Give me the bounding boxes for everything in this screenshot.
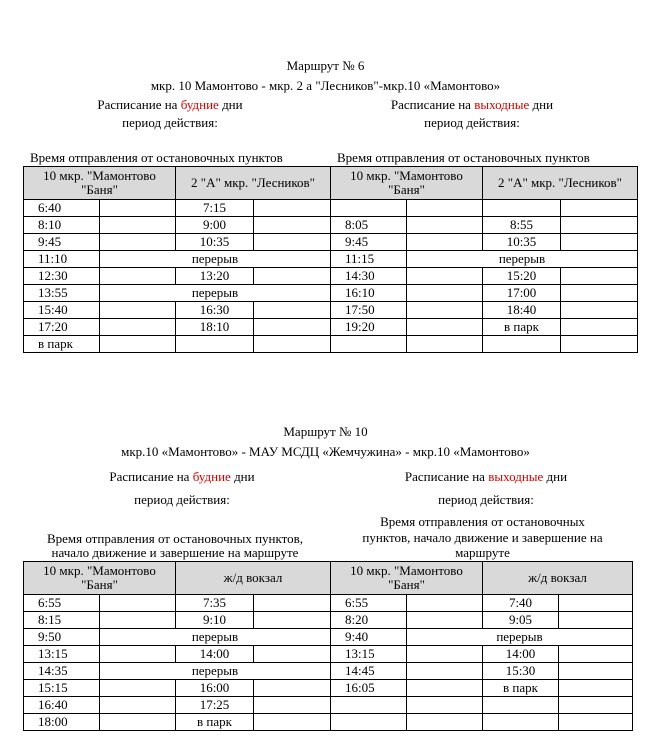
table-cell <box>254 646 331 663</box>
table-cell <box>561 285 638 302</box>
table-cell <box>407 302 483 319</box>
table-header-row <box>24 562 331 595</box>
table-cell <box>407 680 483 697</box>
table-cell: 8:55 <box>483 217 561 234</box>
table-row <box>24 302 331 319</box>
table-cell: 16:40 <box>24 697 100 714</box>
table-cell: в парк <box>483 680 559 697</box>
table-cell: 9:45 <box>24 234 100 251</box>
table-cell: 17:25 <box>176 697 254 714</box>
table-cell <box>100 268 176 285</box>
table-cell: 11:15 <box>331 251 407 268</box>
route10-title: Маршрут № 10 <box>283 424 368 439</box>
header-cell: ж/д вокзал <box>176 562 331 595</box>
route10-weekend-caption-line2: пунктов, начало движение и завершение на <box>362 530 603 545</box>
table-cell: 9:00 <box>176 217 254 234</box>
table-cell: 15:20 <box>483 268 561 285</box>
table-cell <box>100 234 176 251</box>
table-cell: 7:35 <box>176 595 254 612</box>
table-cell: 13:15 <box>24 646 100 663</box>
table-cell: 9:45 <box>331 234 407 251</box>
table-row <box>331 200 638 217</box>
route10-weekend-caption-line3: маршруте <box>455 545 510 560</box>
route10-weekday-schedule-label: Расписание на будние дни <box>109 469 255 484</box>
route6-weekday-caption: Время отправления от остановочных пунктов <box>30 150 283 165</box>
table-row <box>24 217 331 234</box>
weekend-highlight: выходные <box>488 469 544 484</box>
table-row <box>24 336 331 353</box>
table-cell <box>407 595 483 612</box>
table-row <box>24 646 331 663</box>
table-header-row <box>331 562 633 595</box>
table-cell <box>254 302 331 319</box>
table-cell: 14:45 <box>331 663 407 680</box>
table-cell <box>561 319 638 336</box>
table-cell <box>559 680 633 697</box>
table-cell: 18:00 <box>24 714 100 731</box>
weekday-highlight: будние <box>192 469 231 484</box>
table-cell: перерыв <box>100 629 331 646</box>
table-cell: в парк <box>24 336 100 353</box>
route10-weekend-table <box>330 561 633 731</box>
table-row <box>331 612 633 629</box>
route10-subtitle: мкр.10 «Мамонтово» - МАУ МСДЦ «Жемчужина» - мкр.10 «Мамонтово» <box>121 444 530 459</box>
table-cell <box>331 714 407 731</box>
table-cell <box>559 612 633 629</box>
table-cell <box>407 663 483 680</box>
route6-weekday-table <box>23 166 331 353</box>
table-cell <box>100 217 176 234</box>
table-cell: 18:40 <box>483 302 561 319</box>
table-row <box>24 629 331 646</box>
table-cell: 14:00 <box>483 646 559 663</box>
table-cell <box>483 336 561 353</box>
table-cell <box>561 302 638 319</box>
table-cell <box>100 680 176 697</box>
table-cell: 17:00 <box>483 285 561 302</box>
table-cell: перерыв <box>407 629 633 646</box>
table-cell: в парк <box>176 714 254 731</box>
table-row <box>24 319 331 336</box>
table-cell: 9:05 <box>483 612 559 629</box>
table-cell <box>407 646 483 663</box>
route6-weekend-caption: Время отправления от остановочных пунктов <box>337 150 590 165</box>
table-cell <box>483 697 559 714</box>
table-cell: 15:15 <box>24 680 100 697</box>
table-cell: 6:55 <box>24 595 100 612</box>
table-cell <box>407 336 483 353</box>
table-row <box>331 697 633 714</box>
table-cell: 12:30 <box>24 268 100 285</box>
route6-weekday-period: период действия: <box>122 115 218 130</box>
table-row <box>24 612 331 629</box>
route6-weekend-period: период действия: <box>424 115 520 130</box>
table-row <box>331 680 633 697</box>
header-cell: 2 "А" мкр. "Лесников" <box>483 167 638 200</box>
table-row <box>24 251 331 268</box>
table-row <box>331 251 638 268</box>
route6-weekend-table <box>330 166 638 353</box>
table-cell: 16:30 <box>176 302 254 319</box>
table-cell: 10:35 <box>483 234 561 251</box>
table-cell: 8:10 <box>24 217 100 234</box>
table-cell <box>483 714 559 731</box>
table-cell: 8:15 <box>24 612 100 629</box>
table-cell <box>254 217 331 234</box>
route6-weekday-schedule-label: Расписание на будние дни <box>97 97 243 112</box>
route10-weekend-schedule-label: Расписание на выходные дни <box>404 469 568 484</box>
table-cell <box>254 200 331 217</box>
table-cell <box>254 697 331 714</box>
table-cell <box>254 234 331 251</box>
table-cell <box>100 646 176 663</box>
table-cell: 9:50 <box>24 629 100 646</box>
table-header-row <box>24 167 331 200</box>
table-cell: 16:00 <box>176 680 254 697</box>
table-row <box>24 680 331 697</box>
table-row <box>24 697 331 714</box>
table-cell <box>100 336 176 353</box>
table-cell: 8:20 <box>331 612 407 629</box>
table-cell <box>561 268 638 285</box>
table-cell: 7:40 <box>483 595 559 612</box>
table-cell: 14:00 <box>176 646 254 663</box>
table-cell <box>100 595 176 612</box>
table-cell <box>559 714 633 731</box>
table-row <box>331 714 633 731</box>
table-row <box>331 629 633 646</box>
table-cell: перерыв <box>100 285 331 302</box>
table-cell <box>254 680 331 697</box>
table-cell <box>100 319 176 336</box>
table-cell <box>407 285 483 302</box>
table-cell <box>483 200 561 217</box>
route6-subtitle: мкр. 10 Мамонтово - мкр. 2 а "Лесников"-мкр.10 «Мамонтово» <box>150 78 501 93</box>
table-cell: 15:30 <box>483 663 559 680</box>
table-cell <box>254 612 331 629</box>
table-cell <box>407 268 483 285</box>
table-cell: 14:35 <box>24 663 100 680</box>
table-row <box>331 268 638 285</box>
table-cell: перерыв <box>407 251 638 268</box>
table-cell: 13:20 <box>176 268 254 285</box>
table-cell: в парк <box>483 319 561 336</box>
table-cell <box>561 217 638 234</box>
table-cell: 9:10 <box>176 612 254 629</box>
table-cell <box>254 319 331 336</box>
table-cell: 13:15 <box>331 646 407 663</box>
table-cell <box>559 697 633 714</box>
route10-weekday-table <box>23 561 331 731</box>
table-cell <box>100 697 176 714</box>
table-row <box>24 663 331 680</box>
table-cell <box>407 234 483 251</box>
table-cell <box>407 697 483 714</box>
table-cell <box>561 336 638 353</box>
header-cell: 10 мкр. "Мамонтово "Баня" <box>331 562 483 595</box>
table-cell: 13:55 <box>24 285 100 302</box>
table-cell <box>100 302 176 319</box>
route10-weekday-period: период действия: <box>134 492 230 507</box>
table-cell <box>176 336 254 353</box>
table-cell <box>100 200 176 217</box>
table-cell <box>100 714 176 731</box>
table-cell <box>254 336 331 353</box>
table-row <box>331 663 633 680</box>
route10-weekday-caption-line1: Время отправления от остановочных пунктов, <box>46 531 304 546</box>
table-row <box>331 217 638 234</box>
table-row <box>24 285 331 302</box>
table-cell <box>561 234 638 251</box>
table-cell: 9:40 <box>331 629 407 646</box>
table-cell <box>407 200 483 217</box>
header-cell: 2 "А" мкр. "Лесников" <box>176 167 331 200</box>
header-cell: ж/д вокзал <box>483 562 633 595</box>
table-row <box>24 234 331 251</box>
table-cell: 19:20 <box>331 319 407 336</box>
table-row <box>331 336 638 353</box>
table-row <box>24 714 331 731</box>
table-cell <box>407 217 483 234</box>
header-cell: 10 мкр. "Мамонтово "Баня" <box>24 562 176 595</box>
table-row <box>331 646 633 663</box>
table-cell <box>561 200 638 217</box>
header-cell: 10 мкр. "Мамонтово "Баня" <box>331 167 483 200</box>
table-cell: перерыв <box>100 251 331 268</box>
table-cell <box>407 714 483 731</box>
weekend-highlight: выходные <box>474 97 530 112</box>
table-row <box>331 319 638 336</box>
table-cell <box>559 663 633 680</box>
table-header-row <box>331 167 638 200</box>
route6-title: Маршрут № 6 <box>286 58 365 73</box>
table-row <box>24 200 331 217</box>
route10-weekend-caption-line1: Время отправления от остановочных <box>380 514 585 529</box>
table-cell <box>254 714 331 731</box>
table-cell <box>407 319 483 336</box>
header-cell: 10 мкр. "Мамонтово "Баня" <box>24 167 176 200</box>
table-cell <box>331 200 407 217</box>
table-cell: 15:40 <box>24 302 100 319</box>
table-cell: 6:40 <box>24 200 100 217</box>
table-row <box>331 234 638 251</box>
table-row <box>24 268 331 285</box>
table-cell <box>331 697 407 714</box>
table-cell <box>254 595 331 612</box>
table-cell <box>559 646 633 663</box>
table-cell: 8:05 <box>331 217 407 234</box>
table-cell: 16:05 <box>331 680 407 697</box>
table-cell: 18:10 <box>176 319 254 336</box>
table-cell <box>559 595 633 612</box>
table-row <box>331 285 638 302</box>
table-cell: перерыв <box>100 663 331 680</box>
table-cell: 14:30 <box>331 268 407 285</box>
route6-weekend-schedule-label: Расписание на выходные дни <box>390 97 554 112</box>
table-cell <box>254 268 331 285</box>
weekday-highlight: будние <box>180 97 219 112</box>
table-cell <box>100 612 176 629</box>
table-cell <box>331 336 407 353</box>
table-cell: 6:55 <box>331 595 407 612</box>
table-row <box>331 302 638 319</box>
table-cell: 7:15 <box>176 200 254 217</box>
table-row <box>24 595 331 612</box>
route10-weekday-caption-line2: начало движение и завершение на маршруте <box>51 545 299 560</box>
table-cell: 17:20 <box>24 319 100 336</box>
table-cell <box>407 612 483 629</box>
table-cell: 17:50 <box>331 302 407 319</box>
table-row <box>331 595 633 612</box>
route10-weekend-period: период действия: <box>438 492 534 507</box>
table-cell: 16:10 <box>331 285 407 302</box>
table-cell: 11:10 <box>24 251 100 268</box>
table-cell: 10:35 <box>176 234 254 251</box>
